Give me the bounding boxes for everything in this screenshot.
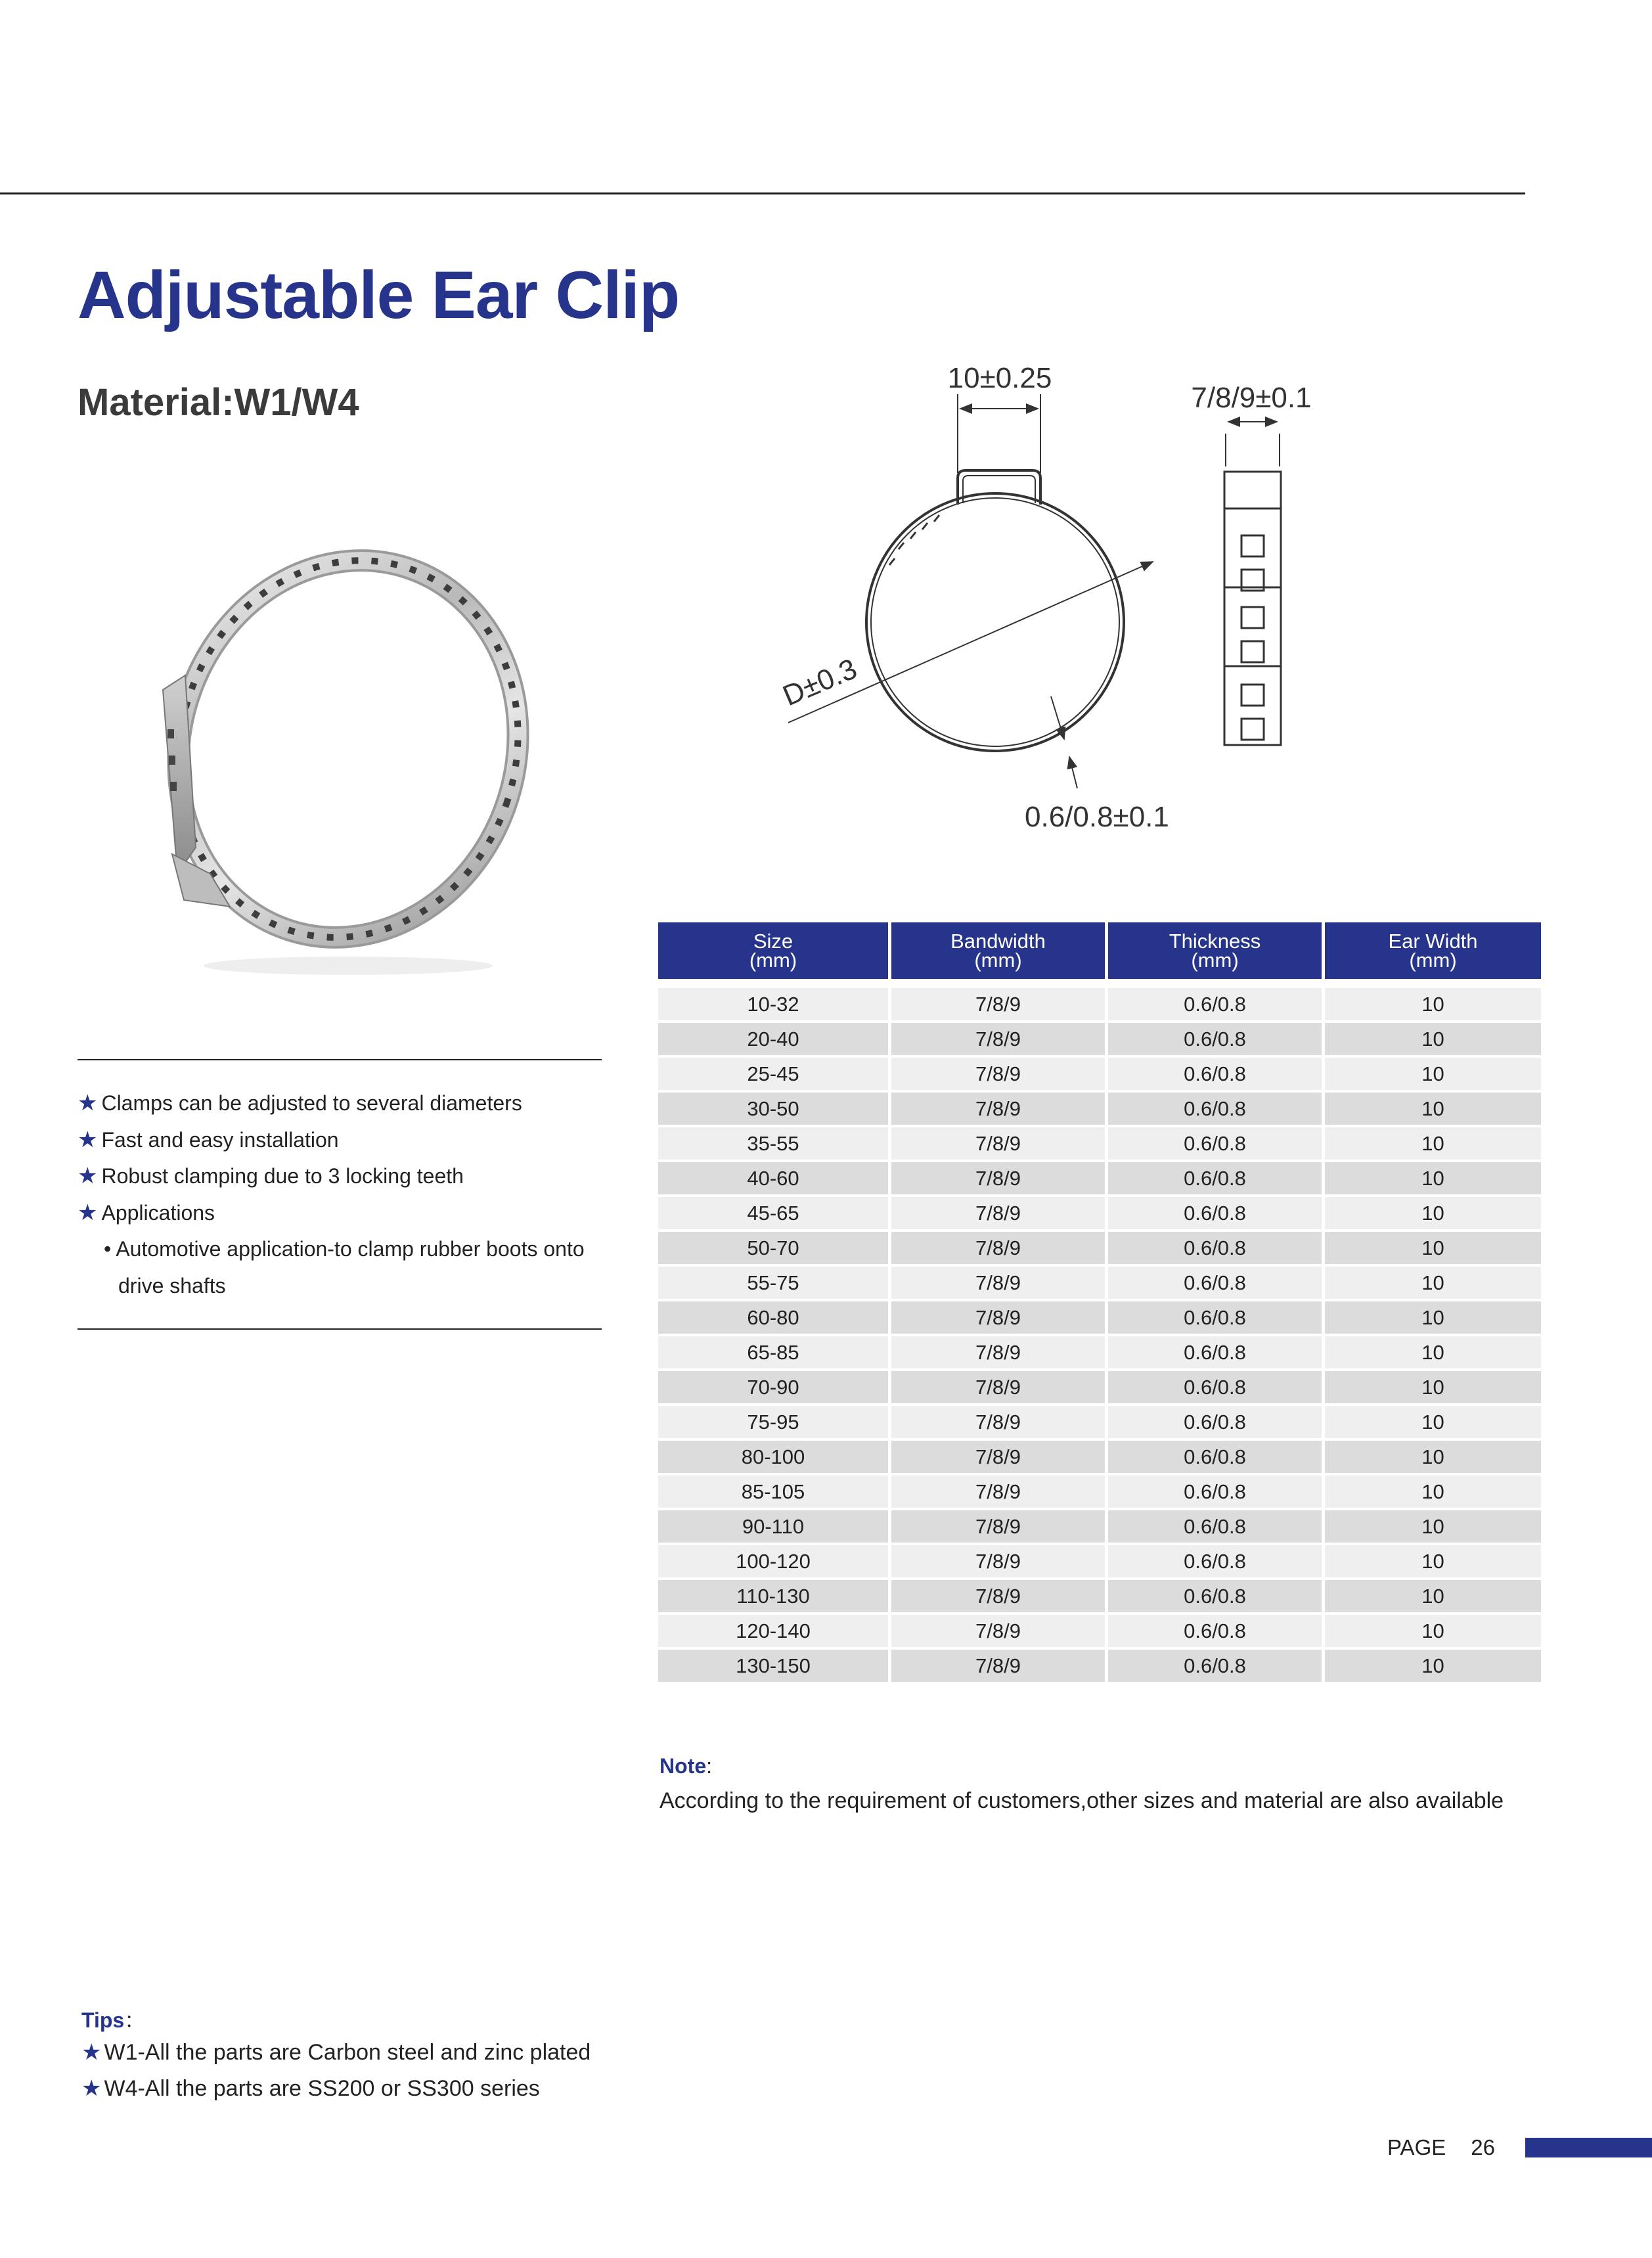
table-row <box>658 1093 1541 1125</box>
header-bandwidth: Bandwidth (mm) <box>891 922 1105 979</box>
cell-bandwidth: 7/8/9 <box>891 1406 1105 1438</box>
page-title: Adjustable Ear Clip <box>78 258 680 332</box>
cell-thickness: 0.6/0.8 <box>1108 1127 1322 1160</box>
cell-ear-width: 10 <box>1325 1615 1541 1647</box>
feature-text: Clamps can be adjusted to several diameters <box>101 1091 522 1115</box>
cell-bandwidth: 7/8/9 <box>891 1476 1105 1508</box>
feature-sub-item: • Automotive application-to clamp rubber boots onto <box>104 1237 585 1261</box>
header-ear-width: Ear Width (mm) <box>1325 922 1541 979</box>
cell-ear-width: 10 <box>1325 1406 1541 1438</box>
cell-bandwidth: 7/8/9 <box>891 1301 1105 1334</box>
cell-size: 90-110 <box>658 1510 888 1543</box>
spacer-cell <box>891 982 1105 985</box>
table-row <box>658 1406 1541 1438</box>
table-row <box>658 1510 1541 1543</box>
cell-thickness: 0.6/0.8 <box>1108 1510 1322 1543</box>
header-rule <box>0 192 1525 194</box>
cell-size: 55-75 <box>658 1267 888 1299</box>
cell-thickness: 0.6/0.8 <box>1108 1545 1322 1577</box>
cell-size: 85-105 <box>658 1476 888 1508</box>
cell-bandwidth: 7/8/9 <box>891 1336 1105 1368</box>
thickness-dimension: 0.6/0.8±0.1 <box>1025 801 1169 833</box>
table-row <box>658 1197 1541 1229</box>
cell-size: 80-100 <box>658 1441 888 1473</box>
table-spacer-row <box>658 982 1541 985</box>
table-row <box>658 1023 1541 1055</box>
cell-size: 65-85 <box>658 1336 888 1368</box>
cell-size: 75-95 <box>658 1406 888 1438</box>
material-label: Material:W1/W4 <box>78 381 359 424</box>
cell-size: 70-90 <box>658 1371 888 1403</box>
cell-bandwidth: 7/8/9 <box>891 1510 1105 1543</box>
cell-thickness: 0.6/0.8 <box>1108 1580 1322 1612</box>
cell-size: 50-70 <box>658 1232 888 1264</box>
table-row <box>658 1267 1541 1299</box>
cell-ear-width: 10 <box>1325 1162 1541 1194</box>
cell-bandwidth: 7/8/9 <box>891 1650 1105 1682</box>
feature-item <box>78 1085 603 1122</box>
cell-thickness: 0.6/0.8 <box>1108 1267 1322 1299</box>
note-text: According to the requirement of customers,other sizes and material are also available <box>659 1788 1504 1813</box>
header-size: Size (mm) <box>658 922 888 979</box>
technical-drawing <box>749 355 1366 854</box>
cell-size: 130-150 <box>658 1650 888 1682</box>
cell-bandwidth: 7/8/9 <box>891 1127 1105 1160</box>
cell-bandwidth: 7/8/9 <box>891 1267 1105 1299</box>
cell-ear-width: 10 <box>1325 1301 1541 1334</box>
cell-thickness: 0.6/0.8 <box>1108 1406 1322 1438</box>
table-row <box>658 1127 1541 1160</box>
cell-bandwidth: 7/8/9 <box>891 1093 1105 1125</box>
cell-bandwidth: 7/8/9 <box>891 1545 1105 1577</box>
cell-thickness: 0.6/0.8 <box>1108 988 1322 1020</box>
cell-bandwidth: 7/8/9 <box>891 1162 1105 1194</box>
feature-sub-item-continuation: drive shafts <box>118 1273 226 1298</box>
table-row <box>658 1058 1541 1090</box>
features-bottom-rule <box>78 1328 602 1330</box>
cell-thickness: 0.6/0.8 <box>1108 1336 1322 1368</box>
cell-bandwidth: 7/8/9 <box>891 1615 1105 1647</box>
table-row <box>658 1476 1541 1508</box>
header-thickness: Thickness (mm) <box>1108 922 1322 979</box>
cell-thickness: 0.6/0.8 <box>1108 1371 1322 1403</box>
cell-thickness: 0.6/0.8 <box>1108 1162 1322 1194</box>
cell-ear-width: 10 <box>1325 1510 1541 1543</box>
table-row <box>658 1336 1541 1368</box>
star-icon: ★ <box>81 2076 102 2101</box>
page-number: PAGE 26 <box>1387 2135 1495 2159</box>
cell-ear-width: 10 <box>1325 1197 1541 1229</box>
cell-ear-width: 10 <box>1325 1127 1541 1160</box>
product-photo <box>131 506 539 992</box>
footer-accent-bar <box>1525 2138 1652 2157</box>
cell-ear-width: 10 <box>1325 1441 1541 1473</box>
cell-thickness: 0.6/0.8 <box>1108 1058 1322 1090</box>
star-icon: ★ <box>78 1127 98 1152</box>
table-row <box>658 1441 1541 1473</box>
table-header-row <box>658 922 1541 979</box>
cell-ear-width: 10 <box>1325 1336 1541 1368</box>
spec-table-container <box>658 922 1537 1684</box>
cell-bandwidth: 7/8/9 <box>891 1580 1105 1612</box>
cell-size: 100-120 <box>658 1545 888 1577</box>
cell-ear-width: 10 <box>1325 1371 1541 1403</box>
table-row <box>658 1650 1541 1682</box>
cell-thickness: 0.6/0.8 <box>1108 1023 1322 1055</box>
table-row <box>658 1371 1541 1403</box>
tip-item: ★ W4-All the parts are SS200 or SS300 series <box>81 2076 540 2101</box>
feature-text: Fast and easy installation <box>101 1127 339 1152</box>
cell-size: 20-40 <box>658 1023 888 1055</box>
cell-thickness: 0.6/0.8 <box>1108 1476 1322 1508</box>
cell-thickness: 0.6/0.8 <box>1108 1093 1322 1125</box>
feature-item <box>78 1122 603 1159</box>
cell-thickness: 0.6/0.8 <box>1108 1615 1322 1647</box>
table-row <box>658 1615 1541 1647</box>
feature-item <box>78 1158 603 1195</box>
tips-list <box>81 2035 591 2107</box>
star-icon: ★ <box>78 1200 98 1225</box>
spec-table <box>655 920 1544 1684</box>
cell-bandwidth: 7/8/9 <box>891 1023 1105 1055</box>
cell-size: 10-32 <box>658 988 888 1020</box>
cell-size: 25-45 <box>658 1058 888 1090</box>
feature-text: Robust clamping due to 3 locking teeth <box>101 1164 464 1188</box>
feature-item <box>78 1195 603 1232</box>
table-row <box>658 1301 1541 1334</box>
cell-bandwidth: 7/8/9 <box>891 1232 1105 1264</box>
cell-size: 45-65 <box>658 1197 888 1229</box>
cell-thickness: 0.6/0.8 <box>1108 1197 1322 1229</box>
star-icon: ★ <box>78 1091 98 1116</box>
cell-bandwidth: 7/8/9 <box>891 988 1105 1020</box>
cell-ear-width: 10 <box>1325 1058 1541 1090</box>
cell-bandwidth: 7/8/9 <box>891 1441 1105 1473</box>
cell-ear-width: 10 <box>1325 1545 1541 1577</box>
table-row <box>658 1580 1541 1612</box>
cell-bandwidth: 7/8/9 <box>891 1197 1105 1229</box>
diameter-dimension: D±0.3 <box>778 652 862 713</box>
cell-size: 30-50 <box>658 1093 888 1125</box>
spacer-cell <box>1108 982 1322 985</box>
ear-width-dimension: 10±0.25 <box>947 362 1052 394</box>
table-row <box>658 988 1541 1020</box>
cell-thickness: 0.6/0.8 <box>1108 1301 1322 1334</box>
cell-ear-width: 10 <box>1325 1093 1541 1125</box>
cell-ear-width: 10 <box>1325 1476 1541 1508</box>
spacer-cell <box>658 982 888 985</box>
star-icon: ★ <box>78 1163 98 1188</box>
table-row <box>658 1162 1541 1194</box>
cell-ear-width: 10 <box>1325 1650 1541 1682</box>
feature-text: Applications <box>101 1200 215 1225</box>
cell-size: 120-140 <box>658 1615 888 1647</box>
note-label: Note: <box>659 1754 712 1778</box>
cell-bandwidth: 7/8/9 <box>891 1371 1105 1403</box>
table-body <box>658 982 1541 1682</box>
tips-label: Tips： <box>81 2008 146 2032</box>
cell-ear-width: 10 <box>1325 988 1541 1020</box>
cell-size: 40-60 <box>658 1162 888 1194</box>
spacer-cell <box>1325 982 1541 985</box>
cell-size: 35-55 <box>658 1127 888 1160</box>
feature-list <box>78 1085 603 1304</box>
cell-size: 110-130 <box>658 1580 888 1612</box>
cell-ear-width: 10 <box>1325 1267 1541 1299</box>
cell-thickness: 0.6/0.8 <box>1108 1232 1322 1264</box>
star-icon: ★ <box>81 2040 102 2065</box>
cell-ear-width: 10 <box>1325 1232 1541 1264</box>
bandwidth-dimension: 7/8/9±0.1 <box>1191 382 1312 414</box>
cell-size: 60-80 <box>658 1301 888 1334</box>
tip-item: ★ W1-All the parts are Carbon steel and zinc plated <box>81 2040 591 2065</box>
table-row <box>658 1545 1541 1577</box>
cell-ear-width: 10 <box>1325 1580 1541 1612</box>
cell-thickness: 0.6/0.8 <box>1108 1650 1322 1682</box>
table-row <box>658 1232 1541 1264</box>
cell-ear-width: 10 <box>1325 1023 1541 1055</box>
features-top-rule <box>78 1059 602 1060</box>
cell-thickness: 0.6/0.8 <box>1108 1441 1322 1473</box>
cell-bandwidth: 7/8/9 <box>891 1058 1105 1090</box>
